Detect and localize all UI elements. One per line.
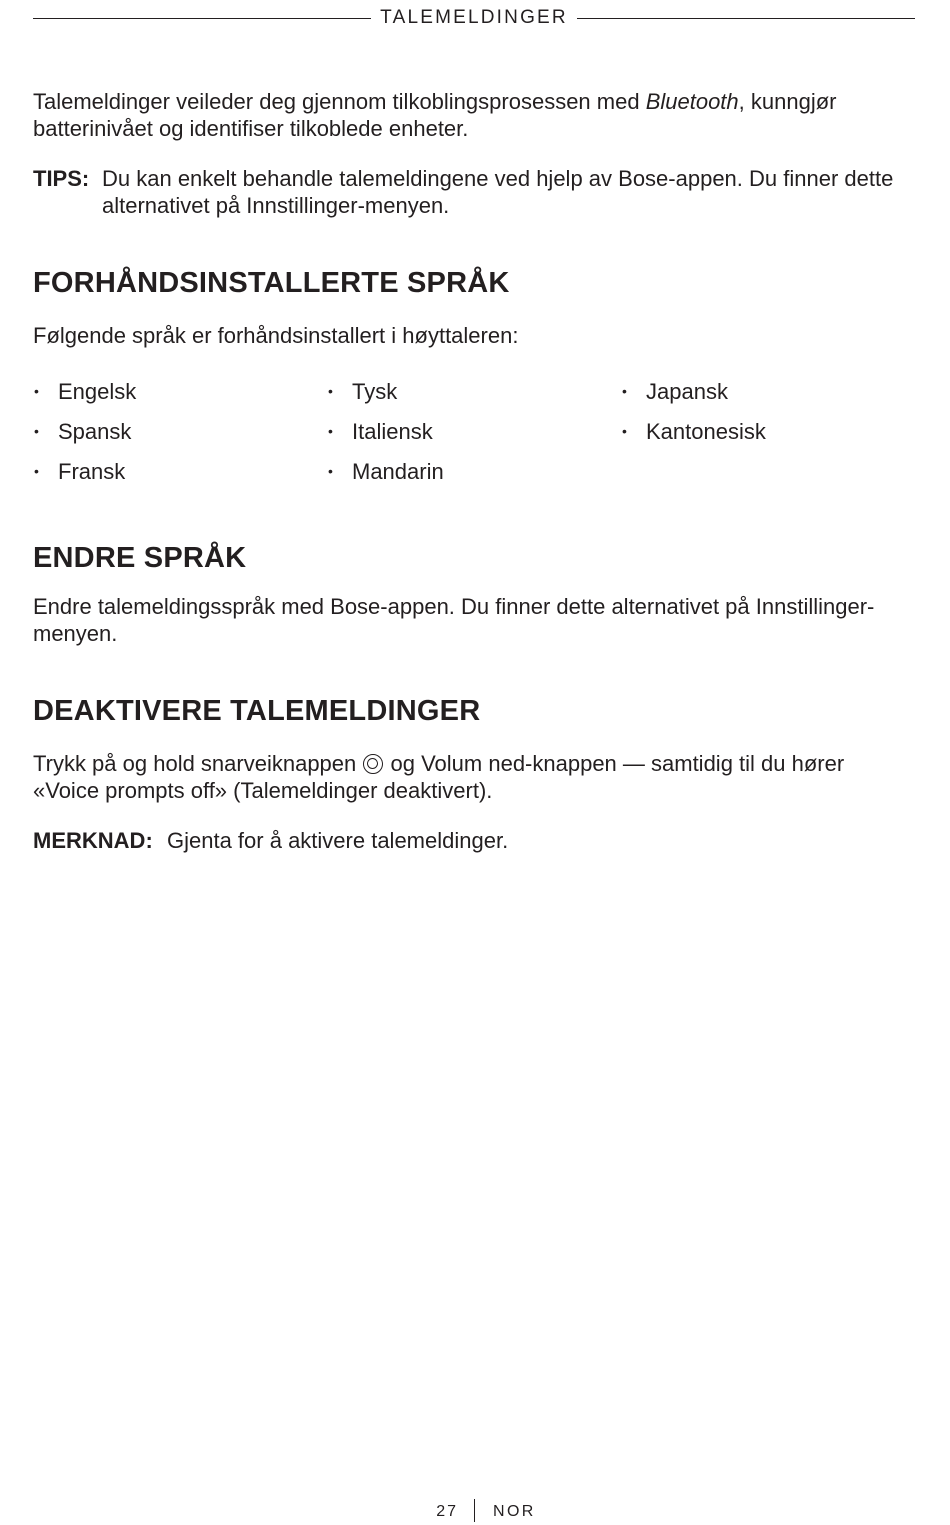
bullet-icon: • xyxy=(34,423,39,439)
intro-emphasis: Bluetooth xyxy=(645,89,739,114)
language-name: Fransk xyxy=(58,459,126,484)
list-item xyxy=(327,378,621,418)
list-item xyxy=(33,458,327,498)
language-name: Italiensk xyxy=(352,419,433,444)
tips-label: TIPS: xyxy=(33,166,90,191)
intro-text-start: Talemeldinger veileder deg gjennom tilkoblingsprosessen med xyxy=(33,89,646,114)
tips-text: Du kan enkelt behandle talemeldingene ved hjelp av Bose-appen. Du finner dette alternativet på Innstillinger-menyen. xyxy=(102,166,894,218)
language-name: Spansk xyxy=(58,419,132,444)
language-code: NOR xyxy=(493,1503,536,1520)
shortcut-button-icon xyxy=(363,754,383,774)
language-name: Kantonesisk xyxy=(646,419,766,444)
bullet-icon: • xyxy=(622,423,627,439)
bullet-icon: • xyxy=(328,423,333,439)
disable-text-start: Trykk på og hold snarveiknappen xyxy=(33,751,363,776)
header-rule-right xyxy=(577,18,915,19)
disable-text-end: og Volum ned-knappen — samtidig til du hører «Voice prompts off» (Talemeldinger deaktivert). xyxy=(33,751,845,803)
running-header-title: TALEMELDINGER xyxy=(380,7,568,28)
disable-prompts-heading: DEAKTIVERE TALEMELDINGER xyxy=(33,695,481,727)
bullet-icon: • xyxy=(34,463,39,479)
header-rule-left xyxy=(33,18,371,19)
bullet-icon: • xyxy=(622,383,627,399)
bullet-icon: • xyxy=(328,463,333,479)
preinstalled-languages-heading: FORHÅNDSINSTALLERTE SPRÅK xyxy=(33,267,510,299)
note-label: MERKNAD: xyxy=(33,828,153,853)
merknad-note xyxy=(33,827,915,854)
footer-divider xyxy=(474,1499,475,1522)
note-text: Gjenta for å aktivere talemeldinger. xyxy=(167,828,509,853)
page-footer xyxy=(0,1499,950,1525)
intro-text-end: , kunngjør batterinivået og identifiser tilkoblede enheter. xyxy=(33,89,837,141)
language-list xyxy=(33,378,915,498)
preinstalled-languages-paragraph: Følgende språk er forhåndsinstallert i høyttaleren: xyxy=(33,323,519,348)
language-name: Engelsk xyxy=(58,379,137,404)
bullet-icon: • xyxy=(328,383,333,399)
list-item xyxy=(621,378,915,418)
list-item xyxy=(621,418,915,458)
list-item xyxy=(33,378,327,418)
running-header xyxy=(33,6,915,30)
intro-paragraph xyxy=(33,88,915,142)
change-language-paragraph: Endre talemeldingsspråk med Bose-appen. Du finner dette alternativet på Innstillinger-menyen. xyxy=(33,594,875,646)
list-item xyxy=(33,418,327,458)
bullet-icon: • xyxy=(34,383,39,399)
list-item xyxy=(327,458,621,498)
disable-prompts-paragraph xyxy=(33,750,915,804)
change-language-heading: ENDRE SPRÅK xyxy=(33,542,247,574)
page-number: 27 xyxy=(436,1503,458,1520)
language-name: Japansk xyxy=(646,379,728,404)
language-name: Mandarin xyxy=(352,459,444,484)
language-name: Tysk xyxy=(352,379,398,404)
tips-note xyxy=(33,165,915,219)
list-item xyxy=(327,418,621,458)
